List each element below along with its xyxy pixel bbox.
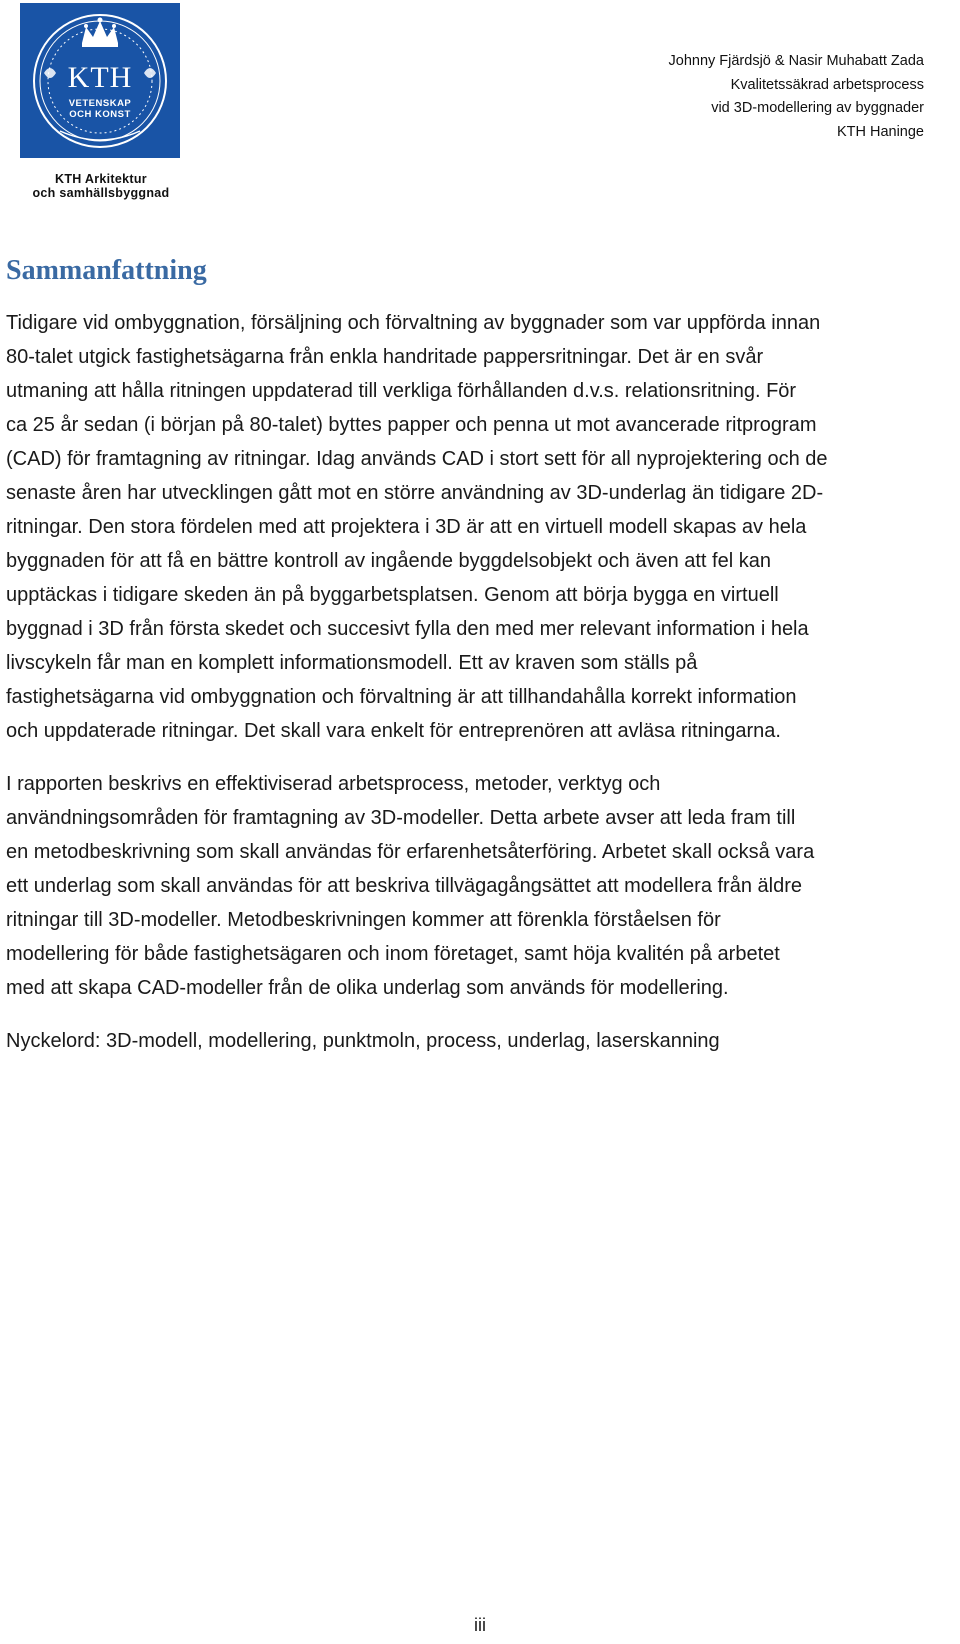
text-line: ritningar. Den stora fördelen med att projektera i 3D är att en virtuell modell skapas av hela xyxy=(6,516,807,538)
logo-line-2: OCH KONST xyxy=(69,109,131,120)
header-title-line-2: vid 3D-modellering av byggnader xyxy=(711,100,924,116)
paragraph-2 xyxy=(6,767,956,1005)
text-line: Tidigare vid ombyggnation, försäljning och förvaltning av byggnader som var uppförda innan xyxy=(6,312,821,334)
text-line: senaste åren har utvecklingen gått mot en större användning av 3D-underlag än tidigare 2D- xyxy=(6,482,824,504)
header-title-line-1: Kvalitetssäkrad arbetsprocess xyxy=(730,76,924,93)
kth-logo xyxy=(20,3,180,158)
header-authors: Johnny Fjärdsjö & Nasir Muhabatt Zada xyxy=(668,53,924,69)
logo-caption-line-2: och samhällsbyggnad xyxy=(32,186,170,200)
text-line: upptäckas i tidigare skeden än på byggarbetsplatsen. Genom att börja bygga en virtuell xyxy=(6,584,779,606)
text-line: (CAD) för framtagning av ritningar. Idag används CAD i stort sett för all nyprojektering och de xyxy=(6,448,828,470)
text-line: byggnad i 3D från första skedet och succesivt fylla den med mer relevant information i hela xyxy=(6,618,809,640)
page-number: iii xyxy=(474,1615,486,1635)
text-line: en metodbeskrivning som skall användas för erfarenhetsåterföring. Arbetet skall också vara xyxy=(6,841,815,863)
text-line: fastighetsägarna vid ombyggnation och förvaltning är att tillhandahålla korrekt information xyxy=(6,686,797,708)
document-body xyxy=(6,306,956,1058)
section-title: Sammanfattning xyxy=(6,255,207,286)
text-line: modellering för både fastighetsägaren och inom företaget, samt höja kvalitén på arbetet xyxy=(6,943,780,965)
paragraph-1 xyxy=(6,306,956,748)
text-line: utmaning att hålla ritningen uppdaterad till verkliga förhållanden d.v.s. relationsritning. För xyxy=(6,380,797,402)
text-line: och uppdaterade ritningar. Det skall vara enkelt för entreprenören att avläsa ritningarna. xyxy=(6,720,781,742)
text-line: livscykeln får man en komplett informationsmodell. Ett av kraven som ställs på xyxy=(6,652,698,674)
text-line: 80-talet utgick fastighetsägarna från enkla handritade pappersritningar. Det är en svår xyxy=(6,346,764,368)
kth-logo-block xyxy=(20,3,182,200)
document-header xyxy=(669,50,925,144)
text-line: I rapporten beskrivs en effektiviserad arbetsprocess, metoder, verktyg och xyxy=(6,773,661,795)
text-line: ett underlag som skall användas för att beskriva tillvägagångsättet att modellera från äldre xyxy=(6,875,802,897)
keywords-paragraph xyxy=(6,1024,956,1058)
logo-caption xyxy=(20,172,182,200)
text-line: ritningar till 3D-modeller. Metodbeskrivningen kommer att förenkla förståelsen för xyxy=(6,909,721,931)
logo-caption-line-1: KTH Arkitektur xyxy=(55,172,147,186)
keywords-line: Nyckelord: 3D-modell, modellering, punktmoln, process, underlag, laserskanning xyxy=(6,1030,720,1052)
text-line: användningsområden för framtagning av 3D-modeller. Detta arbete avser att leda fram till xyxy=(6,807,796,829)
text-line: ca 25 år sedan (i början på 80-talet) byttes papper och penna ut mot avancerade ritprogram xyxy=(6,414,817,436)
text-line: med att skapa CAD-modeller från de olika underlag som används för modellering. xyxy=(6,977,729,999)
header-institution: KTH Haninge xyxy=(836,123,924,140)
text-line: byggnaden för att få en bättre kontroll av ingående byggdelsobjekt och även att fel kan xyxy=(6,550,771,572)
logo-line-1: VETENSKAP xyxy=(68,98,132,109)
logo-kth-text: KTH xyxy=(67,61,133,94)
